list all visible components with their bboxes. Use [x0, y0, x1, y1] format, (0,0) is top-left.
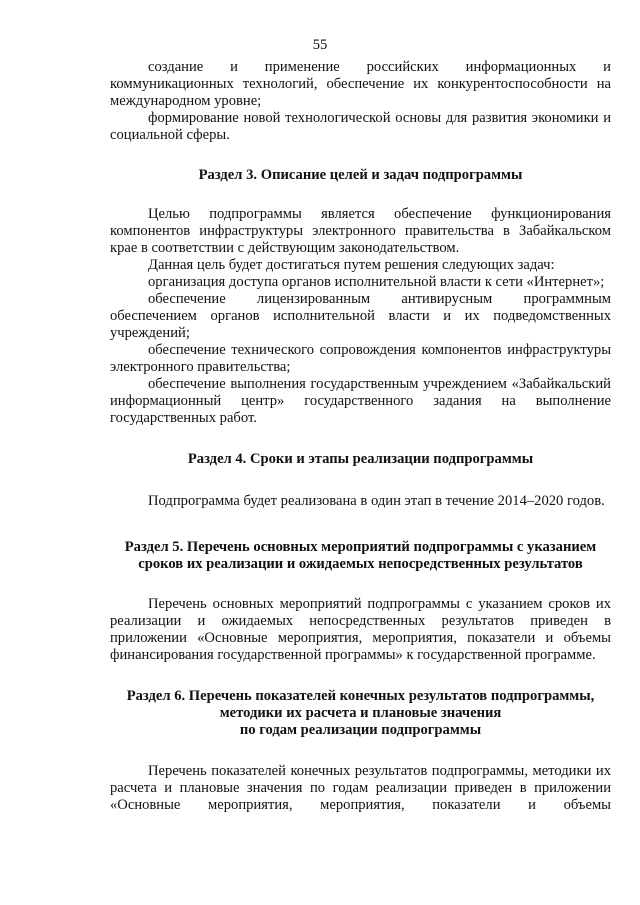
- task-item-4: обеспечение выполнения государственным учреждением «Забайкальский информационный центр» государственного задания на выполнение государственных работ.: [110, 376, 611, 426]
- section-6-paragraph-1: Перечень показателей конечных результатов подпрограммы, методики их расчета и плановые значения по годам реализации приведен в приложении «Основные мероприятия, мероприятия, показатели и объемы: [110, 763, 611, 813]
- section-3-paragraph-2: Данная цель будет достигаться путем решения следующих задач:: [148, 257, 555, 273]
- section-4-heading: Раздел 4. Сроки и этапы реализации подпрограммы: [187, 451, 534, 467]
- intro-item-1: создание и применение российских информационных и коммуникационных технологий, обеспечение их конкурентоспособности на международном уровне;: [110, 59, 611, 109]
- section-5-paragraph-1: Перечень основных мероприятий подпрограммы с указанием сроков их реализации и ожидаемых непосредственных результатов приведен в приложении «Основные мероприятия, мероприятия, показатели и объемы финансирования государственной программы» к государственной программе.: [110, 596, 611, 663]
- task-item-2: обеспечение лицензированным антивирусным программным обеспечением органов исполнительной власти и их подведомственных учреждений;: [110, 291, 611, 341]
- section-5-heading-line-2: сроков их реализации и ожидаемых непосредственных результатов: [138, 556, 583, 572]
- task-item-3: обеспечение технического сопровождения компонентов инфраструктуры электронного правительства;: [110, 342, 611, 375]
- section-4-paragraph-1: Подпрограмма будет реализована в один этап в течение 2014–2020 годов.: [148, 493, 605, 509]
- page-body: [110, 59, 611, 814]
- intro-item-2: формирование новой технологической основы для развития экономики и социальной сферы.: [110, 110, 611, 143]
- section-6-heading-line-3: по годам реализации подпрограммы: [239, 722, 482, 738]
- section-3-heading: Раздел 3. Описание целей и задач подпрограммы: [198, 167, 523, 183]
- section-6-heading-line-2: методики их расчета и плановые значения: [219, 705, 502, 721]
- task-item-1: организация доступа органов исполнительной власти к сети «Интернет»;: [148, 274, 605, 290]
- section-5-heading-line-1: Раздел 5. Перечень основных мероприятий подпрограммы с указанием: [124, 539, 597, 555]
- page-number: 55: [312, 37, 328, 53]
- section-3-paragraph-1: Целью подпрограммы является обеспечение функционирования компонентов инфраструктуры электронного правительства в Забайкальском крае в соответствии с действующим законодательством.: [110, 206, 611, 256]
- section-6-heading-line-1: Раздел 6. Перечень показателей конечных результатов подпрограммы,: [126, 688, 595, 704]
